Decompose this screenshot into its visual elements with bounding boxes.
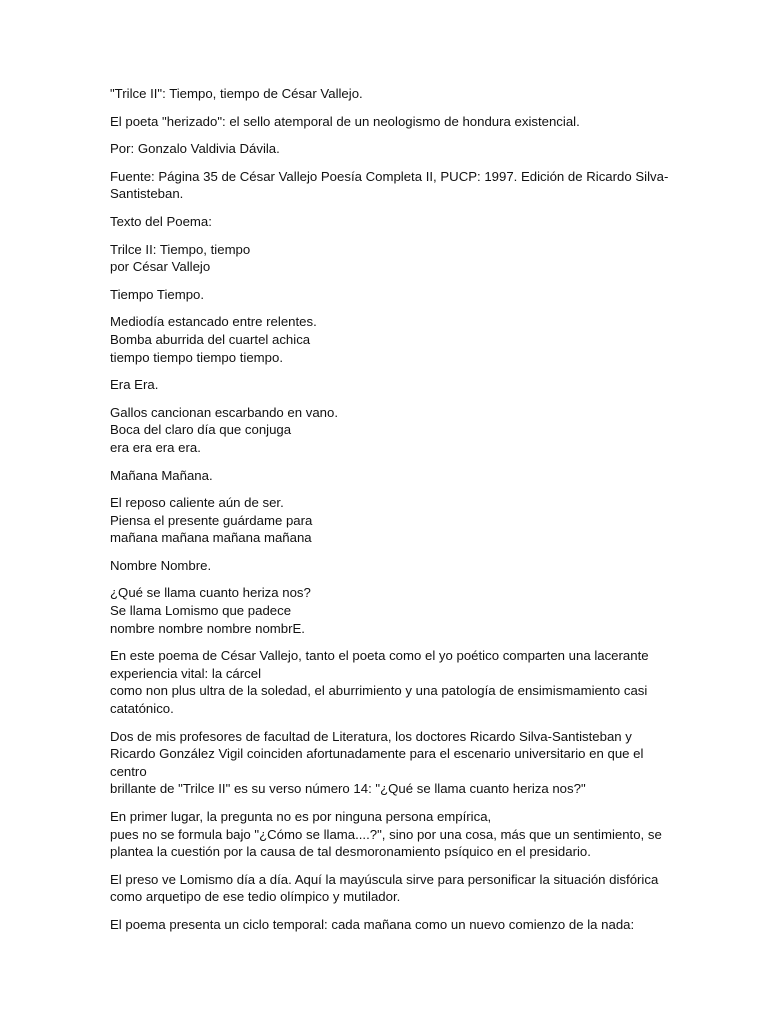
source-note [110, 168, 669, 203]
text-line: Ricardo González Vigil coinciden afortunadamente para el escenario universitario en que el [110, 746, 644, 762]
poem-stanza [110, 584, 655, 637]
section-heading [110, 213, 655, 231]
text-line: experiencia vital: la cárcel [110, 665, 261, 681]
text-line: Texto del Poema: [110, 213, 212, 229]
text-line: brillante de "Trilce II" es su verso número 14: "¿Qué se llama cuanto heriza nos?" [110, 781, 586, 797]
text-line: Se llama Lomismo que padece [110, 603, 292, 619]
poem-stanza [110, 557, 655, 575]
poem-stanza [110, 404, 655, 457]
text-line: Gallos cancionan escarbando en vano. [110, 404, 339, 420]
text-line: plantea la cuestión por la causa de tal desmoronamiento psíquico en el presidario. [110, 844, 591, 860]
text-line: nombre nombre nombre nombrE. [110, 620, 305, 636]
poem-stanza [110, 313, 655, 366]
essay-paragraph [110, 808, 662, 861]
article-title [110, 85, 655, 103]
text-line: Por: Gonzalo Valdivia Dávila. [110, 141, 280, 157]
text-line: "Trilce II": Tiempo, tiempo de César Vallejo. [110, 86, 363, 101]
text-line: En primer lugar, la pregunta no es por ninguna persona empírica, [110, 809, 492, 824]
text-line: centro [110, 763, 147, 779]
text-line: Piensa el presente guárdame para [110, 512, 313, 528]
poem-stanza [110, 494, 655, 547]
article-subtitle [110, 113, 655, 131]
text-line: El reposo caliente aún de ser. [110, 495, 284, 511]
text-line: Santisteban. [110, 186, 184, 202]
essay-paragraph [110, 728, 655, 798]
poem-stanza [110, 376, 655, 394]
text-line: ¿Qué se llama cuanto heriza nos? [110, 585, 311, 601]
text-line: como non plus ultra de la soledad, el aburrimiento y una patología de ensimismamiento casi [110, 683, 648, 699]
text-line: Boca del claro día que conjuga [110, 422, 292, 438]
poem-title [110, 241, 655, 276]
text-line: Bomba aburrida del cuartel achica [110, 331, 311, 347]
essay-paragraph [110, 916, 655, 934]
text-line: El preso ve Lomismo día a día. Aquí la mayúscula sirve para personificar la situación disfórica [110, 871, 659, 887]
text-line: En este poema de César Vallejo, tanto el poeta como el yo poético comparten una lacerante [110, 648, 649, 664]
text-line: Nombre Nombre. [110, 557, 212, 573]
text-line: por César Vallejo [110, 259, 211, 275]
text-line: catatónico. [110, 701, 174, 717]
text-line: mañana mañana mañana mañana [110, 530, 312, 546]
text-line: Era Era. [110, 377, 159, 393]
text-line: Dos de mis profesores de facultad de Literatura, los doctores Ricardo Silva-Santisteban y [110, 728, 632, 744]
author-byline [110, 140, 655, 158]
text-line: El poeta "herizado": el sello atemporal de un neologismo de hondura existencial. [110, 113, 580, 129]
text-line: Mediodía estancado entre relentes. [110, 314, 317, 330]
text-line: Trilce II: Tiempo, tiempo [110, 241, 251, 257]
text-line: era era era era. [110, 439, 201, 455]
essay-paragraph [110, 871, 659, 906]
text-line: como arquetipo de ese tedio olímpico y mutilador. [110, 889, 401, 905]
poem-stanza [110, 467, 655, 485]
text-line: El poema presenta un ciclo temporal: cada mañana como un nuevo comienzo de la nada: [110, 916, 635, 932]
document-page [110, 85, 669, 944]
text-line: Tiempo Tiempo. [110, 286, 205, 302]
text-line: tiempo tiempo tiempo tiempo. [110, 349, 283, 365]
text-line: Fuente: Página 35 de César Vallejo Poesía Completa II, PUCP: 1997. Edición de Ricardo Silva- [110, 168, 669, 184]
text-line: pues no se formula bajo "¿Cómo se llama....?", sino por una cosa, más que un sentimiento, se [110, 826, 662, 842]
poem-stanza [110, 286, 655, 304]
essay-paragraph [110, 647, 655, 717]
text-line: Mañana Mañana. [110, 467, 213, 483]
